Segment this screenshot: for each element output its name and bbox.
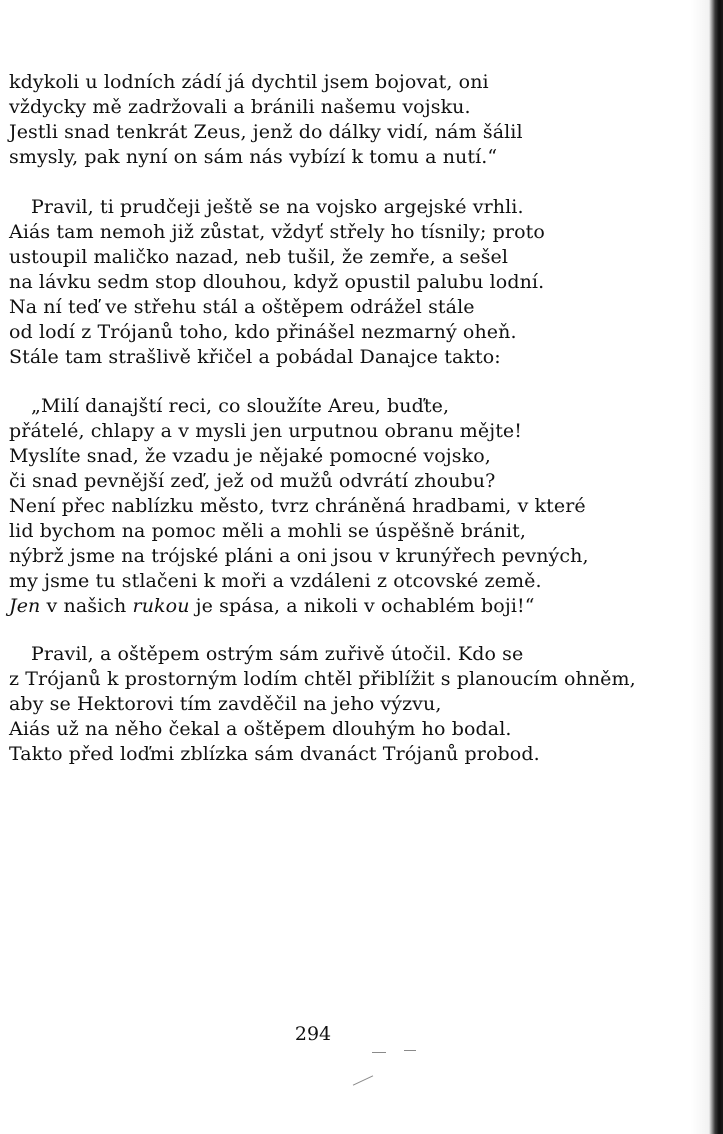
page-number: 294 (294, 1023, 332, 1045)
verse-line (9, 594, 689, 619)
verse-line (9, 320, 689, 345)
stanza-3 (9, 394, 689, 619)
verse-line (9, 345, 689, 370)
verse-emphasis: Jen (9, 595, 41, 617)
verse-text: od lodí z Trójanů toho, kdo přinášel nezmarný oheň. (9, 321, 517, 343)
verse-line (9, 95, 689, 120)
scan-speck (353, 1075, 373, 1085)
verse-line (9, 569, 689, 594)
verse-line (9, 394, 689, 419)
verse-line (9, 717, 689, 742)
verse-text: „Milí danajští reci, co sloužíte Areu, buďte, (31, 395, 450, 417)
verse-text: Není přec nablízku město, tvrz chráněná hradbami, v které (9, 495, 586, 517)
verse-text: Pravil, ti prudčeji ještě se na vojsko argejské vrhli. (31, 196, 524, 218)
verse-line (9, 444, 689, 469)
verse-line (9, 642, 689, 667)
verse-text: Myslíte snad, že vzadu je nějaké pomocné vojsko, (9, 445, 491, 467)
verse-text: my jsme tu stlačeni k moři a vzdáleni z otcovské země. (9, 570, 542, 592)
verse-text: Aiás už na něho čekal a oštěpem dlouhým ho bodal. (9, 718, 512, 740)
verse-text: je spása, a nikoli v ochablém boji!“ (189, 595, 535, 617)
verse-line (9, 519, 689, 544)
verse-line (9, 692, 689, 717)
binding-edge (691, 0, 723, 1134)
verse-text: aby se Hektorovi tím zavděčil na jeho výzvu, (9, 693, 442, 715)
scan-speck (372, 1052, 386, 1053)
verse-text: na lávku sedm stop dlouhou, když opustil palubu lodní. (9, 271, 545, 293)
stanza-4 (9, 642, 689, 767)
verse-text: přátelé, chlapy a v mysli jen urputnou obranu mějte! (9, 420, 523, 442)
scan-speck (404, 1050, 416, 1051)
verse-line (9, 270, 689, 295)
stanza-2 (9, 195, 689, 370)
verse-line (9, 742, 689, 767)
verse-line (9, 195, 689, 220)
verse-text: Aiás tam nemoh již zůstat, vždyť střely ho tísnily; proto (9, 221, 545, 243)
verse-text: Pravil, a oštěpem ostrým sám zuřivě útočil. Kdo se (31, 643, 524, 665)
verse-line (9, 469, 689, 494)
verse-line (9, 245, 689, 270)
verse-text: Jestli snad tenkrát Zeus, jenž do dálky vidí, nám šálil (9, 121, 523, 143)
verse-line (9, 544, 689, 569)
verse-text: či snad pevnější zeď, jež od mužů odvrátí zhoubu? (9, 470, 496, 492)
verse-text: lid bychom na pomoc měli a mohli se úspěšně bránit, (9, 520, 527, 542)
verse-text: kdykoli u lodních zádí já dychtil jsem bojovat, oni (9, 71, 489, 93)
verse-line (9, 494, 689, 519)
verse-line (9, 120, 689, 145)
verse-text: v našich (40, 595, 133, 617)
stanza-1 (9, 70, 689, 170)
verse-line (9, 667, 689, 692)
verse-text: Na ní teď ve střehu stál a oštěpem odrážel stále (9, 296, 475, 318)
verse-text: z Trójanů k prostorným lodím chtěl přiblížit s planoucím ohněm, (9, 668, 636, 690)
verse-text: ustoupil maličko nazad, neb tušil, že zemře, a sešel (9, 246, 509, 268)
verse-line (9, 220, 689, 245)
verse-line (9, 295, 689, 320)
verse-emphasis: rukou (132, 595, 190, 617)
verse-line (9, 70, 689, 95)
verse-text: smysly, pak nyní on sám nás vybízí k tomu a nutí.“ (9, 146, 498, 168)
verse-line (9, 419, 689, 444)
verse-text: vždycky mě zadržovali a bránili našemu vojsku. (9, 96, 471, 118)
verse-text: Takto před loďmi zblízka sám dvanáct Trójanů probod. (9, 743, 540, 765)
verse-text: nýbrž jsme na trójské pláni a oni jsou v krunýřech pevných, (9, 545, 589, 567)
verse-text: Stále tam strašlivě křičel a pobádal Danajce takto: (9, 346, 501, 368)
verse-line (9, 145, 689, 170)
